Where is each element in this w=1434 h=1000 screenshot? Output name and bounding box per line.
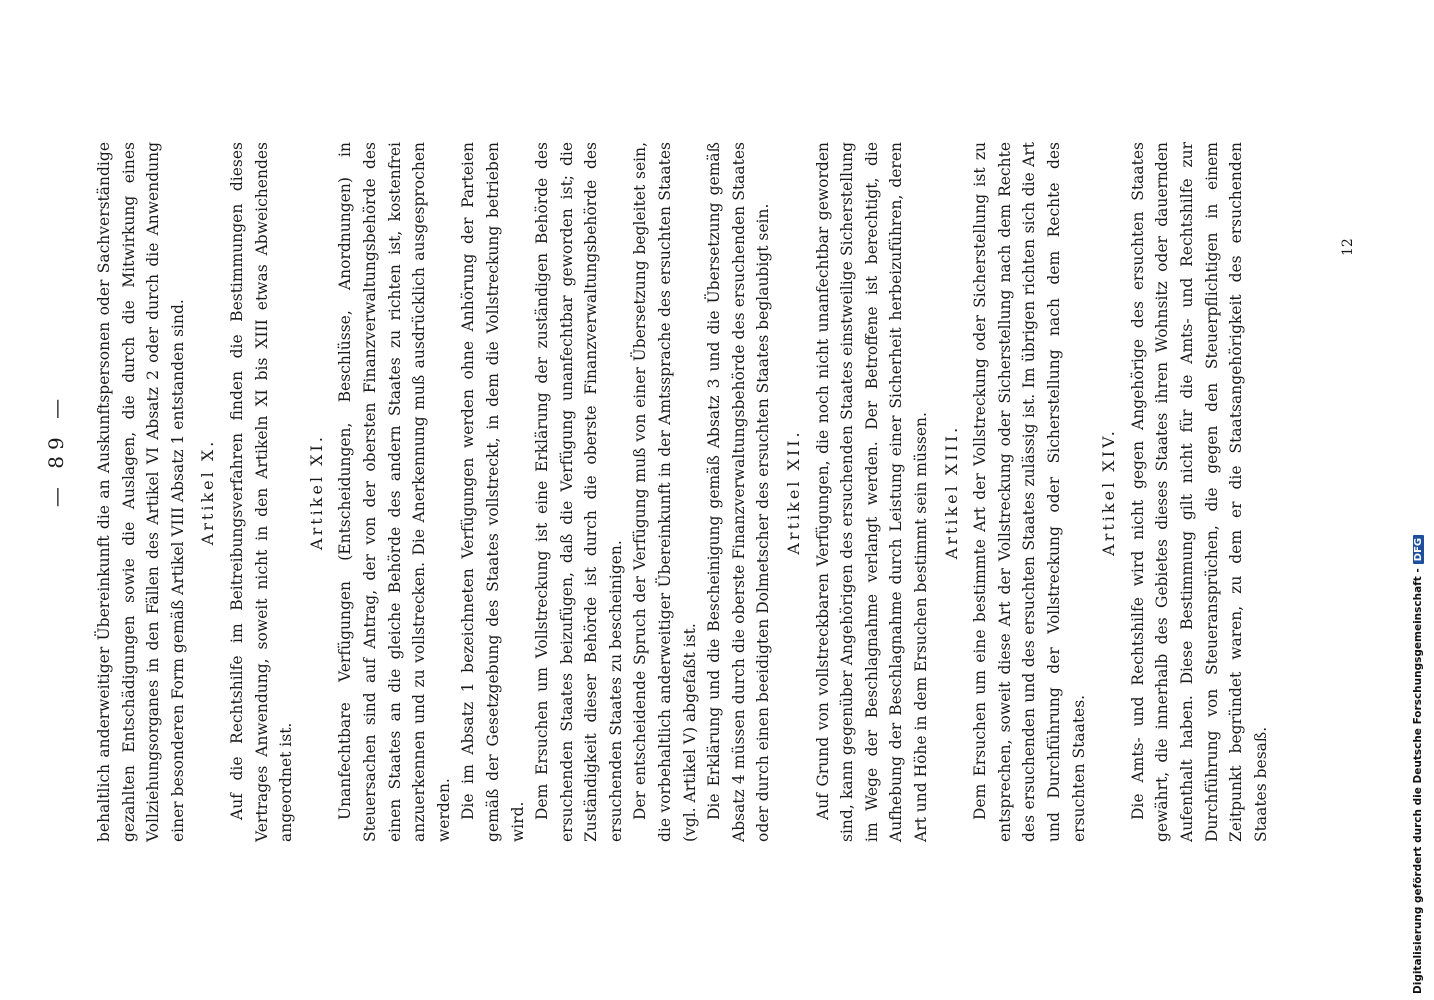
- paragraph: Dem Ersuchen um eine bestimmte Art der Vollstreckung oder Sicherstellung ist zu entsprechen, soweit diese Art der Vollstreckung oder Sicherstellung nach dem Rechte des ersuchenden und des ersuchten Staates zulässig ist. Im übrigen richten sich die Art und Durchführung der Vollstreckung oder Sicherstellung nach dem Rechte des ersuchten Staates.: [971, 142, 1088, 842]
- paragraph-continued: behaltlich anderweitiger Übereinkunft die an Auskunftspersonen oder Sachverständige gezahlten Entschädigungen sowie die Auslagen, die durch die Mitwirkung eines Vollziehungsorganes in den Fällen des Artikel VI Absatz 2 oder durch die Anwendung einer besonderen Form gemäß Artikel VIII Absatz 1 entstanden sind.: [95, 142, 187, 842]
- credit-text: Digitalisierung gefördert durch die Deutsche Forschungsgemeinschaft -: [1412, 568, 1424, 994]
- paragraph: Dem Ersuchen um Vollstreckung ist eine Erklärung der zuständigen Behörde des ersuchenden Staates beizufügen, daß die Verfügung unanfechtbar geworden ist; die Zuständigkeit dieser Behörde ist durch die oberste Finanzverwaltungsbehörde des ersuchenden Staates zu bescheinigen.: [533, 142, 625, 842]
- document-body: [92, 142, 1273, 842]
- paragraph: Die Erklärung und die Bescheinigung gemäß Absatz 3 und die Übersetzung gemäß Absatz 4 müssen durch die oberste Finanzverwaltungsbehörde des ersuchenden Staates oder durch einen beeidigten Dolmetscher des ersuchten Staates beglaubigt sein.: [705, 142, 773, 842]
- digitization-credit: [1412, 0, 1424, 994]
- dfg-logo: DFG: [1413, 535, 1424, 564]
- page-number: — 89 —: [44, 392, 68, 508]
- paragraph: Unanfechtbare Verfügungen (Entscheidungen, Beschlüsse, Anordnungen) in Steuersachen sind auf Antrag, der von der obersten Finanzverwaltungsbehörde des einen Staates an die gleiche Behörde des andern Staates zu richten ist, kostenfrei anzuerkennen und zu vollstrecken. Die Anerkennung muß ausdrücklich ausgesprochen werden.: [336, 142, 453, 842]
- paragraph: Der entscheidende Spruch der Verfügung muß von einer Übersetzung begleitet sein, die vorbehaltlich anderweitiger Übereinkunft in der Amtssprache des ersuchten Staates (vgl. Artikel V) abgefaßt ist.: [631, 142, 699, 842]
- paragraph: Auf die Rechtshilfe im Beitreibungsverfahren finden die Bestimmungen dieses Vertrages Anwendung, soweit nicht in den Artikeln XI bis XIII etwas Abweichendes angeordnet ist.: [227, 142, 296, 842]
- article-heading-xii: Artikel XII.: [784, 429, 804, 555]
- article-heading-xiii: Artikel XIII.: [941, 424, 961, 560]
- article-heading-x: Artikel X.: [198, 438, 218, 546]
- paragraph: Die Amts- und Rechtshilfe wird nicht gegen Angehörige des ersuchten Staates gewährt, die innerhalb des Gebietes dieses Staates ihren Wohnsitz oder dauernden Aufenthalt haben. Diese Bestimmung gilt nicht für die Amts- und Rechtshilfe zur Durchführung von Steueransprüchen, die gegen den Steuerpflichtigen in einem Zeitpunkt begründet waren, zu dem er die Staatsangehörigkeit des ersuchenden Staates besaß.: [1128, 142, 1270, 842]
- sheet-signature: 12: [1340, 238, 1356, 256]
- article-heading-xi: Artikel XI.: [306, 434, 326, 550]
- paragraph: Die im Absatz 1 bezeichneten Verfügungen werden ohne Anhörung der Parteien gemäß der Gesetzgebung des Staates vollstreckt, in dem die Vollstreckung betrieben wird.: [459, 142, 527, 842]
- paragraph: Auf Grund von vollstreckbaren Verfügungen, die noch nicht unanfechtbar geworden sind, kann gegenüber Angehörigen des ersuchenden Staates einstweilige Sicherstellung im Wege der Beschlagnahme verlangt werden. Der Betroffene ist berechtigt, die Aufhebung der Beschlagnahme durch Leistung einer Sicherheit herbeizuführen, deren Art und Höhe in dem Ersuchen bestimmt sein müssen.: [813, 142, 930, 842]
- article-heading-xiv: Artikel XIV.: [1099, 428, 1119, 556]
